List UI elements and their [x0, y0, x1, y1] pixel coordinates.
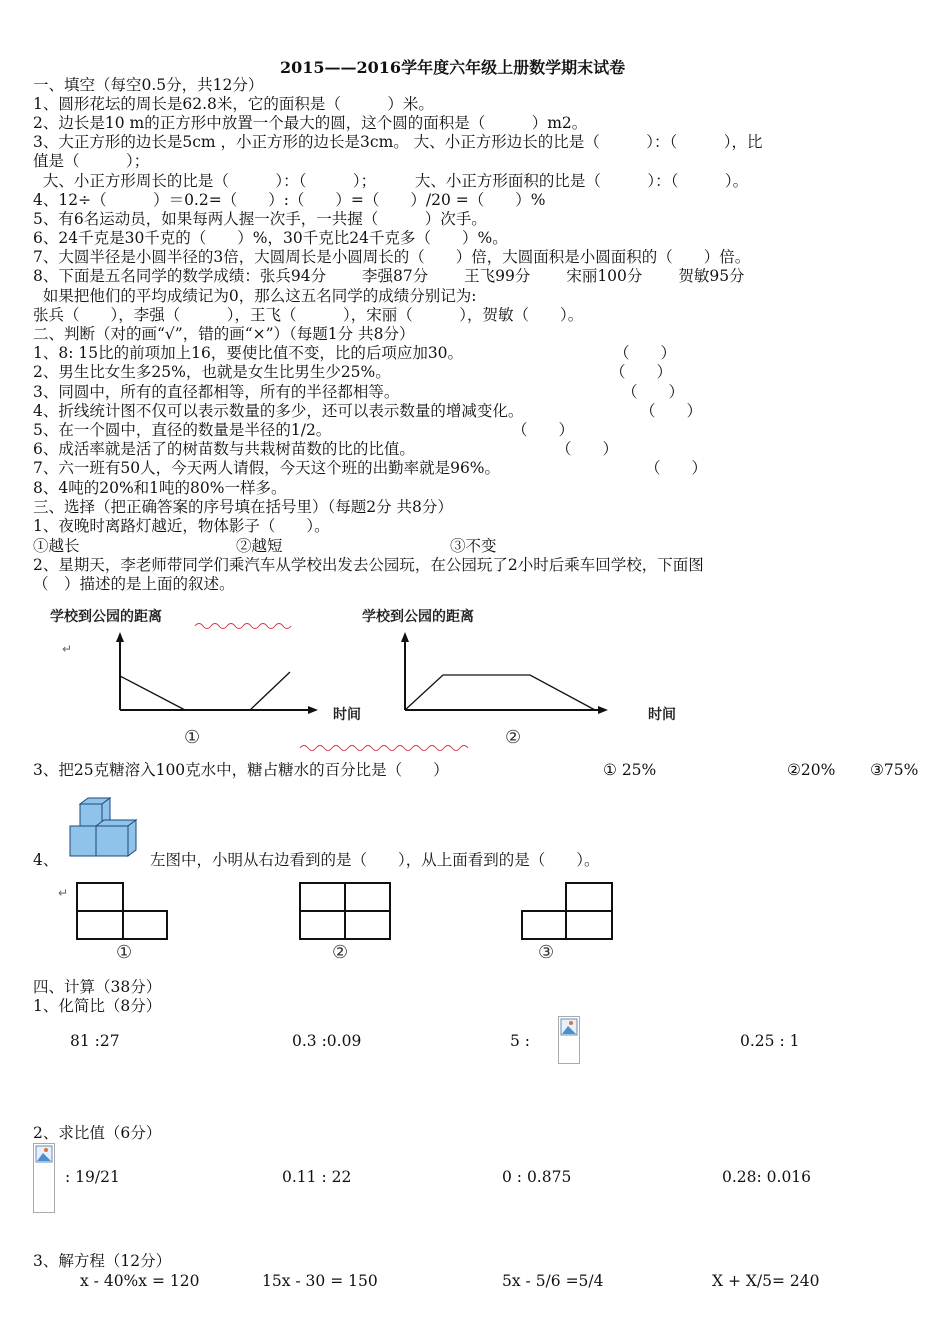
judge-item-4: 4、折线统计图不仅可以表示数量的多少，还可以表示数量的增减变化。 [33, 402, 524, 420]
view-option-2-marker: ② [332, 942, 349, 963]
simplify-heading: 1、化简比（8分） [33, 997, 162, 1015]
equation-item-2: 15x - 30 = 150 [262, 1272, 378, 1290]
ratio-item-2: 0.11 : 22 [282, 1168, 352, 1186]
ratio-heading: 2、求比值（6分） [33, 1124, 162, 1142]
view-option-1 [76, 882, 176, 942]
judge-item-8: 8、4吨的20%和1吨的80%一样多。 [33, 479, 287, 497]
section3-heading: 三、选择（把正确答案的序号填在括号里）（每题2分 共8分） [33, 498, 453, 516]
graph2-title: 学校到公园的距离 [362, 609, 474, 625]
judge-item-6: 6、成活率就是活了的树苗数与共栽树苗数的比的比值。 [33, 440, 415, 458]
graph1-lines [110, 632, 340, 752]
judge-blank-6: （ ） [556, 440, 619, 458]
choice-q3-opt1: ① 25% [603, 761, 657, 779]
choice-q4-text: 左图中，小明从右边看到的是（ ），从上面看到的是（ ）。 [150, 851, 600, 869]
choice-q1-opt3: ③不变 [450, 537, 497, 555]
simplify-item-3: 5 : [510, 1032, 531, 1050]
fill-line-3c: 大、小正方形周长的比是（ ）：（ ）； 大、小正方形面积的比是（ ）：（ ）。 [33, 172, 749, 190]
return-mark: ↵ [62, 642, 73, 656]
graph1-title: 学校到公园的距离 [50, 609, 162, 625]
equation-heading: 3、解方程（12分） [33, 1252, 172, 1270]
fill-line-3b: 值是（ ）； [33, 152, 150, 170]
judge-item-1: 1、8: 15比的前项加上16，要使比值不变，比的后项应加30。 [33, 344, 464, 362]
section2-heading: 二、判断（对的画“√”，错的画“×”）（每题1分 共8分） [33, 325, 415, 343]
judge-blank-4: （ ） [640, 402, 703, 420]
ratio-item-3: 0 : 0.875 [502, 1168, 572, 1186]
choice-q2-line1: 2、星期天，李老师带同学们乘汽车从学校出发去公园玩，在公园玩了2小时后乘车回学校，下面图 [33, 556, 704, 574]
fill-line-8c: 张兵（ ），李强（ ），王飞（ ），宋丽（ ），贺敏（ ）。 [33, 306, 584, 324]
return-mark-2: ↵ [58, 886, 69, 900]
graph2-marker: ② [505, 727, 522, 748]
choice-q1-opt2: ②越短 [236, 537, 283, 555]
equation-item-4: X + X/5= 240 [712, 1272, 820, 1290]
view-option-2 [299, 882, 399, 942]
choice-q4-label: 4、 [33, 851, 59, 869]
choice-q2-line2: （ ）描述的是上面的叙述。 [33, 575, 235, 593]
judge-item-2: 2、男生比女生多25%，也就是女生比男生少25%。 [33, 363, 391, 381]
judge-blank-1: （ ） [614, 344, 677, 362]
simplify-item-1: 81 :27 [70, 1032, 120, 1050]
simplify-item-4: 0.25 : 1 [740, 1032, 800, 1050]
choice-q3-opt2: ②20% [787, 761, 836, 779]
ratio-item-1: : 19/21 [65, 1168, 120, 1186]
equation-item-1: x - 40%x = 120 [80, 1272, 200, 1290]
choice-q1-opt1: ①越长 [33, 537, 80, 555]
section1-heading: 一、填空（每空0.5分，共12分） [33, 76, 264, 94]
judge-blank-7: （ ） [645, 459, 708, 477]
judge-blank-5: （ ） [512, 421, 575, 439]
graph2-xlabel: 时间 [648, 707, 676, 723]
missing-image-icon [558, 1016, 580, 1064]
missing-image-icon-2 [33, 1143, 55, 1213]
judge-blank-2: （ ） [610, 363, 673, 381]
ratio-item-4: 0.28: 0.016 [722, 1168, 812, 1186]
fill-line-8: 8、下面是五名同学的数学成绩：张兵94分 李强87分 王飞99分 宋丽100分 贺敏95分 [33, 267, 745, 285]
fill-line-7: 7、大圆半径是小圆半径的3倍，大圆周长是小圆周长的（ ）倍，大圆面积是小圆面积的（ ）倍。 [33, 248, 751, 266]
graph1-xlabel: 时间 [333, 707, 361, 723]
fill-line-8b: 如果把他们的平均成绩记为0，那么这五名同学的成绩分别记为: [33, 287, 477, 305]
graph2-squiggle [300, 742, 470, 754]
judge-item-3: 3、同圆中，所有的直径都相等，所有的半径都相等。 [33, 383, 400, 401]
cube-stack-figure [66, 796, 146, 866]
page-title: 2015——2016学年度六年级上册数学期末试卷 [280, 58, 626, 77]
simplify-item-2: 0.3 :0.09 [292, 1032, 362, 1050]
view-option-3-marker: ③ [538, 942, 555, 963]
choice-q3: 3、把25克糖溶入100克水中，糖占糖水的百分比是（ ） [33, 761, 449, 779]
equation-item-3: 5x - 5/6 =5/4 [502, 1272, 604, 1290]
choice-q3-opt3: ③75% [870, 761, 919, 779]
fill-line-1: 1、圆形花坛的周长是62.8米，它的面积是（ ）米。 [33, 95, 434, 113]
fill-line-2: 2、边长是10 m的正方形中放置一个最大的圆，这个圆的面积是（ ）m2。 [33, 114, 588, 132]
choice-q1: 1、夜晚时离路灯越近，物体影子（ ）。 [33, 517, 330, 535]
judge-item-5: 5、在一个圆中，直径的数量是半径的1/2。 [33, 421, 332, 439]
judge-blank-3: （ ） [622, 383, 685, 401]
graph1-marker: ① [184, 727, 201, 748]
fill-line-4: 4、12÷（ ）＝0.2=（ ）:（ ）=（ ）/20 =（ ）% [33, 191, 546, 209]
judge-item-7: 7、六一班有50人，今天两人请假，今天这个班的出勤率就是96%。 [33, 459, 501, 477]
section4-heading: 四、计算（38分） [33, 978, 162, 996]
fill-line-5: 5、有6名运动员，如果每两人握一次手，一共握（ ）次手。 [33, 210, 487, 228]
fill-line-6: 6、24千克是30千克的（ ）%，30千克比24千克多（ ）%。 [33, 229, 508, 247]
view-option-3 [521, 882, 621, 942]
fill-line-3: 3、大正方形的边长是5cm ，小正方形的边长是3cm。 大、小正方形边长的比是（ ）：（ ），比 [33, 133, 763, 151]
view-option-1-marker: ① [116, 942, 133, 963]
